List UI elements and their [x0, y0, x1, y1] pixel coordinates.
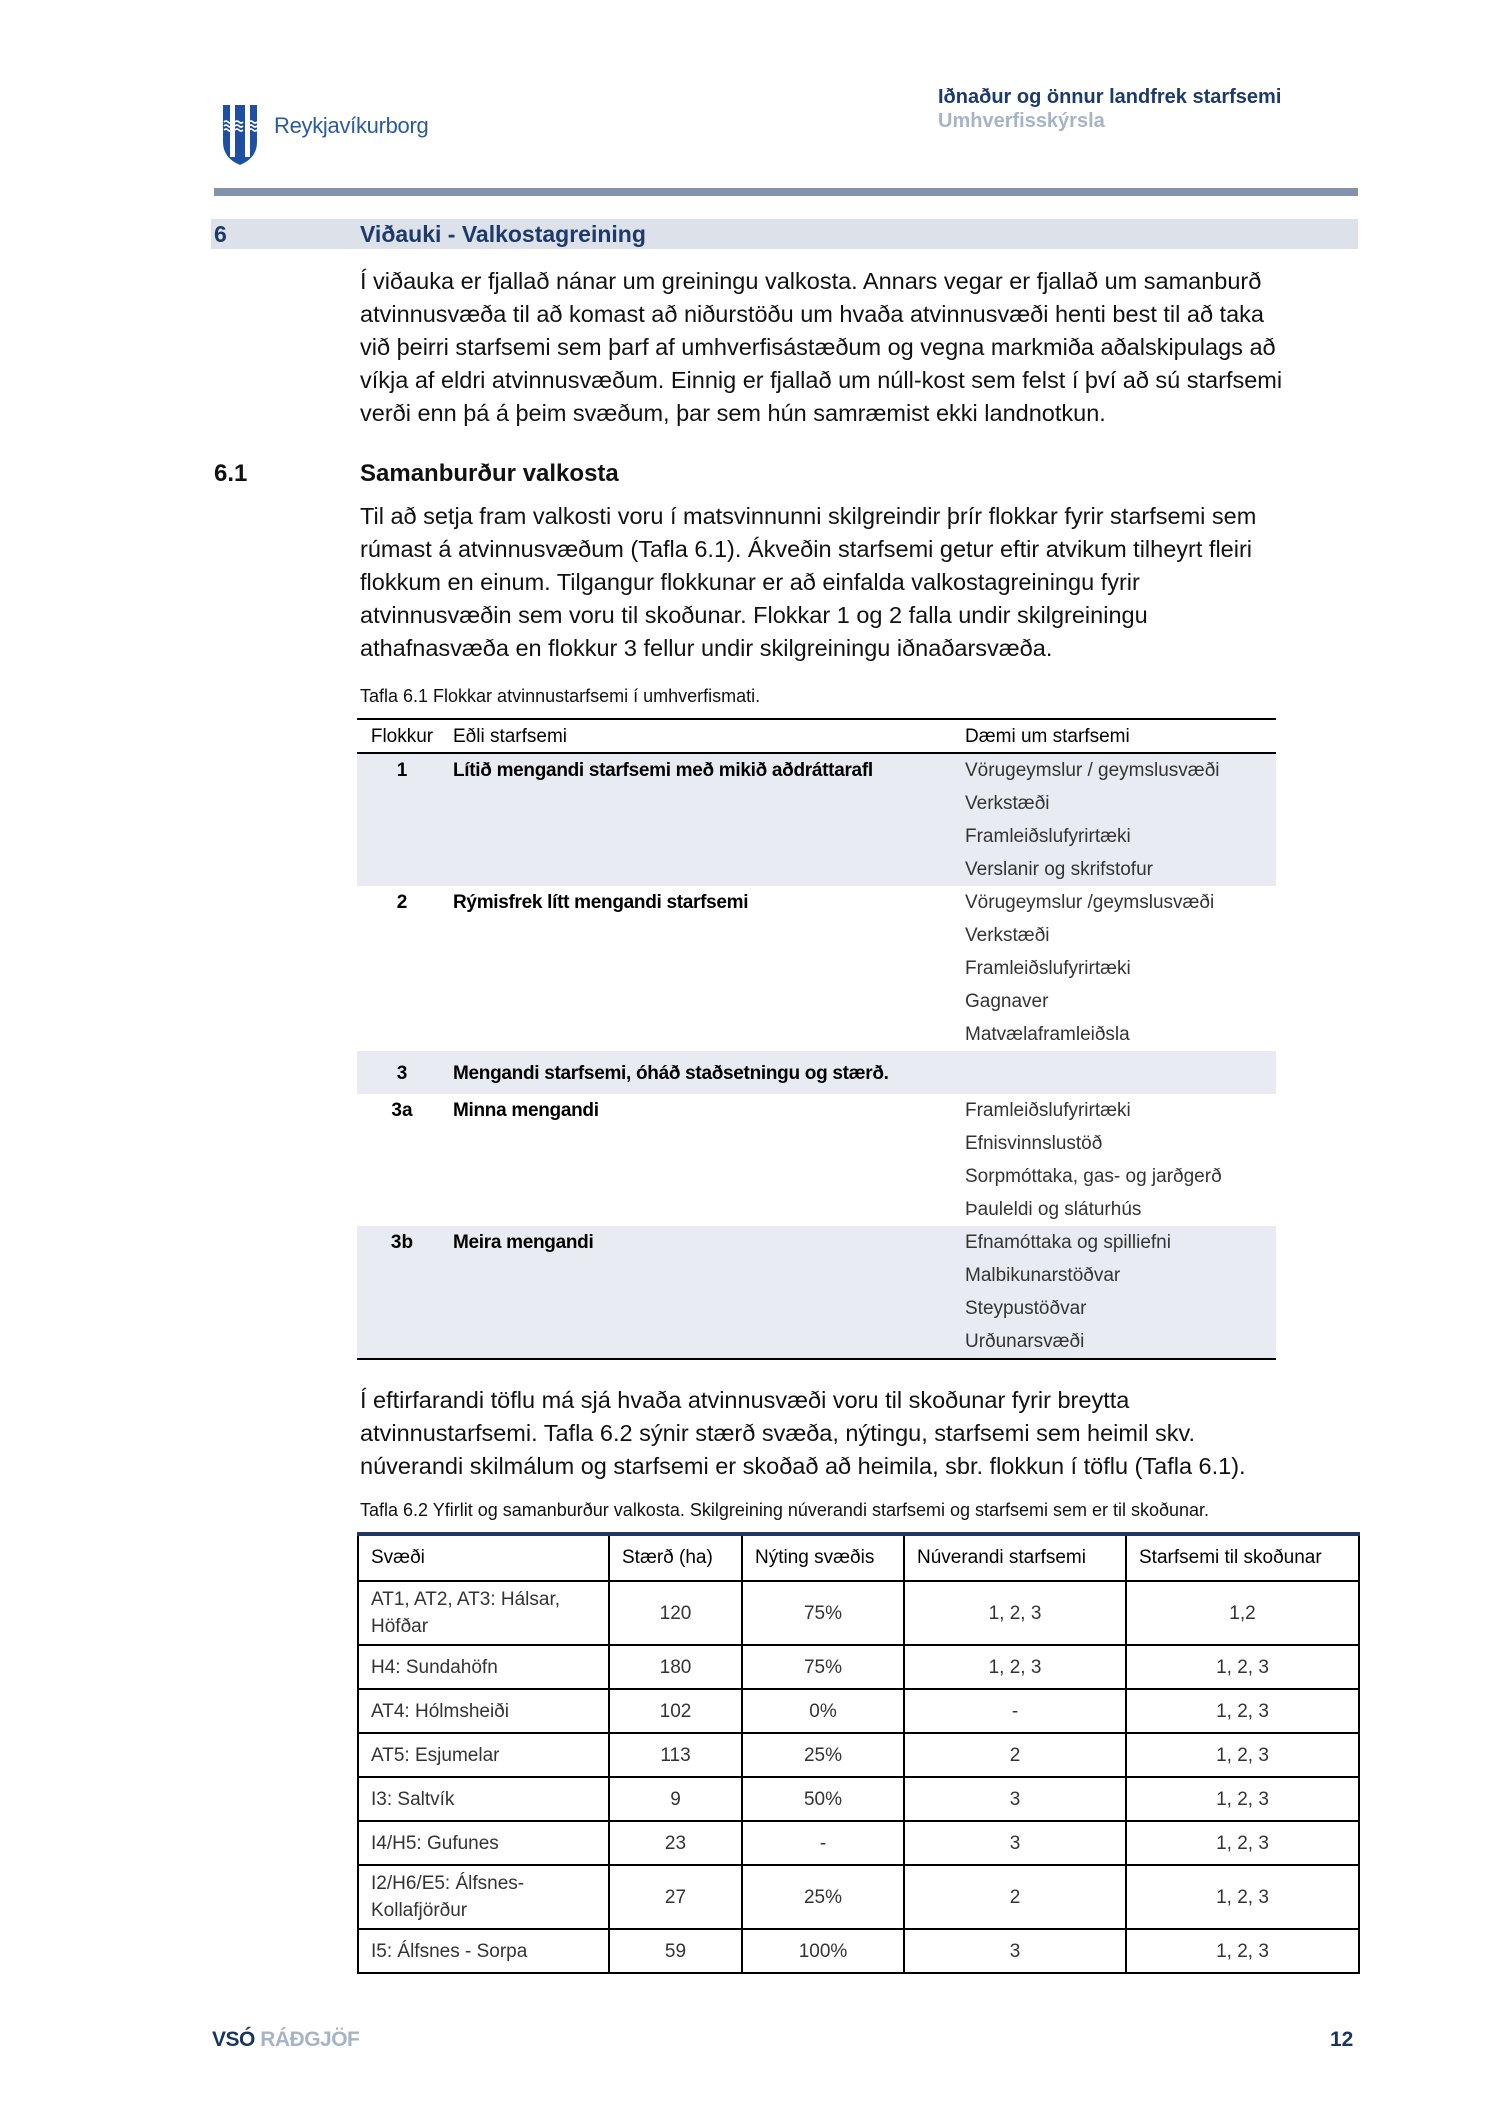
example-item: Verkstæði: [965, 925, 1050, 946]
example-item: Verkstæði: [965, 793, 1050, 814]
example-item: Vörugeymslur / geymslusvæði: [965, 760, 1220, 781]
activity-categories-table: [357, 718, 1276, 1360]
current-activity: 2: [904, 1865, 1126, 1929]
paragraph-line: Til að setja fram valkosti voru í matsvinnunni skilgreindir þrír flokkar fyrir starfsemi sem: [360, 503, 1257, 529]
activity-under-review: 1,2: [1126, 1581, 1359, 1645]
paragraph-line: verði enn þá á þeim svæðum, þar sem hún samræmist ekki landnotkun.: [360, 400, 1106, 426]
category-examples: [959, 886, 1276, 1051]
subsection-paragraph: [360, 500, 1360, 665]
category-number: 2: [396, 892, 408, 913]
table-row: [358, 1645, 1359, 1689]
column-header: Dæmi um starfsemi: [965, 726, 1130, 747]
area-size: 102: [609, 1689, 742, 1733]
current-activity: 3: [904, 1821, 1126, 1865]
paragraph-line: við þeirri starfsemi sem þarf af umhverfisástæðum og vegna markmiða aðalskipulags að: [360, 334, 1276, 360]
area-name: AT1, AT2, AT3: Hálsar, Höfðar: [358, 1581, 609, 1645]
area-size: 27: [609, 1865, 742, 1929]
area-name: I2/H6/E5: Álfsnes-Kollafjörður: [358, 1865, 609, 1929]
area-utilization: 0%: [742, 1689, 904, 1733]
area-utilization: 50%: [742, 1777, 904, 1821]
section-number: 6: [214, 221, 227, 247]
area-name: I4/H5: Gufunes: [358, 1821, 609, 1865]
category-description: Minna mengandi: [453, 1100, 599, 1121]
area-size: 9: [609, 1777, 742, 1821]
paragraph-line: Í eftirfarandi töflu má sjá hvaða atvinnusvæði voru til skoðunar fyrir breytta: [360, 1387, 1130, 1413]
category-number: 3: [357, 1051, 447, 1094]
example-item: Efnisvinnslustöð: [965, 1133, 1103, 1154]
current-activity: 3: [904, 1777, 1126, 1821]
activity-under-review: 1, 2, 3: [1126, 1821, 1359, 1865]
table-row: [357, 1094, 1276, 1226]
document-title: Iðnaður og önnur landfrek starfsemi: [938, 86, 1282, 108]
category-examples: [959, 1226, 1276, 1359]
paragraph-line: rúmast á atvinnusvæðum (Tafla 6.1). Ákveðin starfsemi getur eftir atvikum tilheyrt fleiri: [360, 536, 1253, 562]
category-examples: [959, 1094, 1276, 1226]
column-header: Núverandi starfsemi: [904, 1534, 1126, 1581]
current-activity: 3: [904, 1929, 1126, 1973]
table-caption: Tafla 6.1 Flokkar atvinnustarfsemi í umhverfismati.: [360, 686, 761, 706]
category-description: Lítið mengandi starfsemi með mikið aðdráttarafl: [447, 753, 959, 886]
header-divider: [214, 188, 1358, 196]
area-size: 23: [609, 1821, 742, 1865]
example-item: Matvælaframleiðsla: [965, 1024, 1130, 1045]
area-utilization: 25%: [742, 1865, 904, 1929]
table-intro-paragraph: [360, 1384, 1360, 1483]
table-row: [357, 886, 1276, 1051]
table-row: [358, 1733, 1359, 1777]
reykjavik-logo-icon: [222, 104, 258, 166]
example-item: Sorpmóttaka, gas- og jarðgerð: [965, 1166, 1222, 1187]
activity-under-review: 1, 2, 3: [1126, 1929, 1359, 1973]
area-size: 180: [609, 1645, 742, 1689]
table-row: [358, 1777, 1359, 1821]
current-activity: 1, 2, 3: [904, 1581, 1126, 1645]
table-header-row: [357, 719, 1276, 753]
paragraph-line: núverandi skilmálum og starfsemi er skoðað að heimila, sbr. flokkun í töflu (Tafla 6.1).: [360, 1453, 1246, 1479]
column-header: Svæði: [358, 1534, 609, 1581]
activity-under-review: 1, 2, 3: [1126, 1733, 1359, 1777]
paragraph-line: flokkum en einum. Tilgangur flokkunar er að einfalda valkostagreiningu fyrir: [360, 569, 1140, 595]
example-item: Verslanir og skrifstofur: [965, 859, 1153, 880]
area-utilization: -: [742, 1821, 904, 1865]
activity-under-review: 1, 2, 3: [1126, 1777, 1359, 1821]
activity-under-review: 1, 2, 3: [1126, 1865, 1359, 1929]
example-item: Urðunarsvæði: [965, 1331, 1085, 1352]
example-item: Framleiðslufyrirtæki: [965, 826, 1131, 847]
table-row: [358, 1865, 1359, 1929]
paragraph-line: víkja af eldri atvinnusvæðum. Einnig er fjallað um núll-kost sem felst í því að sú starfsemi: [360, 367, 1283, 393]
area-name: I3: Saltvík: [358, 1777, 609, 1821]
area-size: 113: [609, 1733, 742, 1777]
column-header: Nýting svæðis: [742, 1534, 904, 1581]
example-item: Framleiðslufyrirtæki: [965, 1100, 1131, 1121]
table-row: [357, 1226, 1276, 1359]
footer-brand-radgjof: RÁÐGJÖF: [260, 2028, 360, 2051]
paragraph-line: atvinnustarfsemi. Tafla 6.2 sýnir stærð svæða, nýtingu, starfsemi sem heimil skv.: [360, 1420, 1195, 1446]
table-row: [358, 1581, 1359, 1645]
example-item: Efnamóttaka og spilliefni: [965, 1232, 1171, 1253]
document-subtitle: Umhverfisskýrsla: [938, 110, 1105, 132]
paragraph-line: Í viðauka er fjallað nánar um greiningu valkosta. Annars vegar er fjallað um samanburð: [360, 268, 1262, 294]
area-name: AT5: Esjumelar: [358, 1733, 609, 1777]
area-utilization: 100%: [742, 1929, 904, 1973]
area-utilization: 75%: [742, 1645, 904, 1689]
activity-under-review: 1, 2, 3: [1126, 1689, 1359, 1733]
current-activity: -: [904, 1689, 1126, 1733]
current-activity: 1, 2, 3: [904, 1645, 1126, 1689]
example-item: Steypustöðvar: [965, 1298, 1087, 1319]
table-header-row: [358, 1534, 1359, 1581]
area-name: H4: Sundahöfn: [358, 1645, 609, 1689]
example-item: Þauleldi og sláturhús: [965, 1199, 1142, 1220]
column-header: Eðli starfsemi: [453, 726, 568, 747]
footer-brand-vso: VSÓ: [212, 2028, 255, 2051]
area-size: 59: [609, 1929, 742, 1973]
category-description: Meira mengandi: [447, 1226, 959, 1359]
logo-text: Reykjavíkurborg: [274, 113, 429, 138]
alternatives-comparison-table: [357, 1532, 1358, 1974]
category-examples: [959, 1051, 1276, 1094]
area-size: 120: [609, 1581, 742, 1645]
area-name: AT4: Hólmsheiði: [358, 1689, 609, 1733]
activity-under-review: 1, 2, 3: [1126, 1645, 1359, 1689]
example-item: Vörugeymslur /geymslusvæði: [965, 892, 1215, 913]
subsection-title: Samanburður valkosta: [360, 460, 619, 487]
paragraph-line: athafnasvæða en flokkur 3 fellur undir skilgreiningu iðnaðarsvæða.: [360, 635, 1053, 661]
paragraph-line: atvinnusvæða til að komast að niðurstöðu um hvaða atvinnusvæði henti best til að taka: [360, 301, 1264, 327]
area-name: I5: Álfsnes - Sorpa: [358, 1929, 609, 1973]
table-row: [357, 753, 1276, 886]
table-row: [358, 1821, 1359, 1865]
section-intro-paragraph: [360, 265, 1360, 430]
category-examples: [959, 753, 1276, 886]
paragraph-line: atvinnusvæðin sem voru til skoðunar. Flokkar 1 og 2 falla undir skilgreiningu: [360, 602, 1148, 628]
area-utilization: 25%: [742, 1733, 904, 1777]
example-item: Malbikunarstöðvar: [965, 1265, 1121, 1286]
category-number: 1: [357, 753, 447, 886]
category-description: Mengandi starfsemi, óháð staðsetningu og stærð.: [447, 1051, 959, 1094]
example-item: Framleiðslufyrirtæki: [965, 958, 1131, 979]
table-row: [358, 1929, 1359, 1973]
section-title: Viðauki - Valkostagreining: [360, 221, 646, 247]
page-number: 12: [1330, 2028, 1354, 2051]
column-header: Stærð (ha): [609, 1534, 742, 1581]
subsection-number: 6.1: [214, 460, 248, 487]
category-description: Rýmisfrek lítt mengandi starfsemi: [453, 892, 749, 913]
current-activity: 2: [904, 1733, 1126, 1777]
table-row: [357, 1051, 1276, 1094]
table-caption: Tafla 6.2 Yfirlit og samanburður valkosta. Skilgreining núverandi starfsemi og starfsemi sem er til skoðunar.: [360, 1500, 1210, 1520]
table-row: [358, 1689, 1359, 1733]
footer-brand: [212, 2028, 359, 2052]
category-number: 3b: [357, 1226, 447, 1359]
example-item: Gagnaver: [965, 991, 1049, 1012]
column-header: Starfsemi til skoðunar: [1126, 1534, 1359, 1581]
category-number: 3a: [391, 1100, 413, 1121]
area-utilization: 75%: [742, 1581, 904, 1645]
column-header: Flokkur: [370, 726, 434, 747]
